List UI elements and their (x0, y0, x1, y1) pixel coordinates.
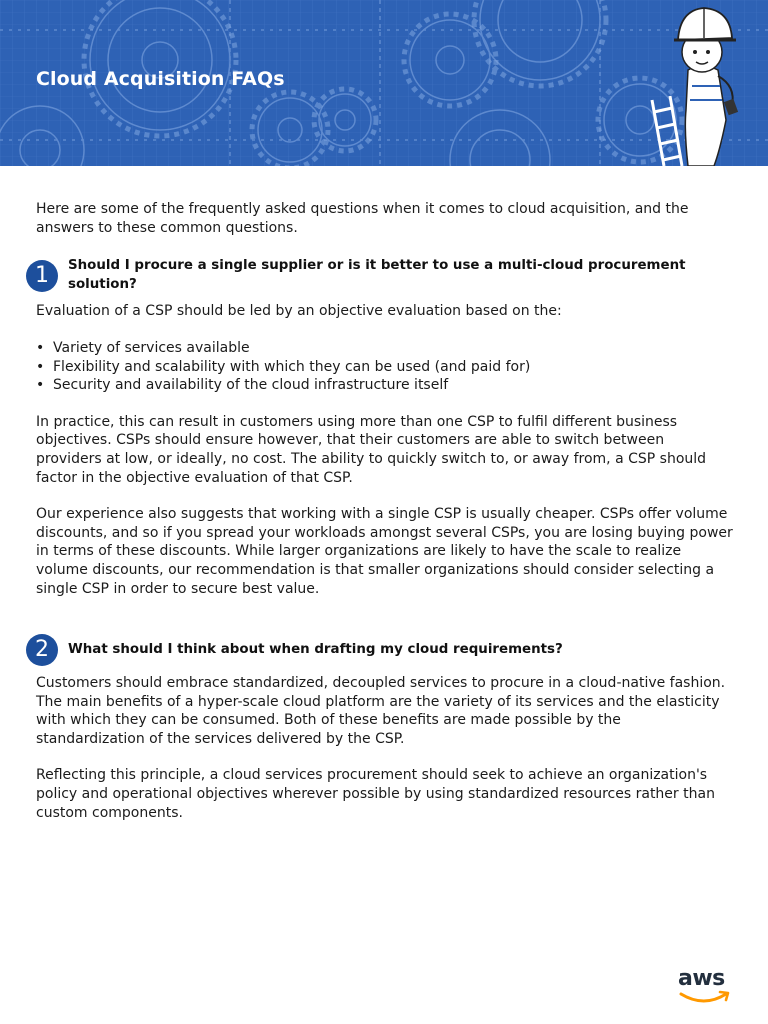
faq-question: Should I procure a single supplier or is it better to use a multi-cloud procurement solution? (68, 258, 686, 292)
faq-number-badge: 2 (26, 634, 58, 666)
aws-logo (678, 966, 732, 1006)
aws-smile-icon (678, 966, 732, 1006)
list-item: • Security and availability of the cloud infrastructure itself (36, 376, 734, 395)
criteria-list (36, 339, 734, 395)
aws-logo-text: aws (678, 966, 725, 991)
faq-2-heading (26, 634, 734, 666)
faq-2-paragraph: Customers should embrace standardized, decoupled services to procure in a cloud-native fashion. The main benefits of a hyper-scale cloud platform are the variety of its services and the elasticity with which they can be consumed. Both of these benefits are made possible by the standardization of the services delivered by the CSP. (36, 675, 726, 747)
faq-1-heading (26, 257, 734, 294)
faq-2-paragraph: Reflecting this principle, a cloud services procurement should seek to achieve an organization's policy and operational objectives wherever possible by using standardized resources rather than custom components. (36, 767, 715, 821)
page-title: Cloud Acquisition FAQs (36, 68, 285, 90)
intro-text: Here are some of the frequently asked questions when it comes to cloud acquisition, and the answers to these common questions. (36, 201, 689, 236)
faq-number-badge: 1 (26, 260, 58, 292)
worker-mascot-icon (640, 0, 768, 166)
faq-1-lead: Evaluation of a CSP should be led by an objective evaluation based on the: (36, 303, 562, 320)
faq-question: What should I think about when drafting my cloud requirements? (68, 641, 563, 657)
list-item: • Variety of services available (36, 339, 734, 358)
faq-content (36, 200, 734, 840)
faq-1-paragraph: Our experience also suggests that working with a single CSP is usually cheaper. CSPs offer volume discounts, and so if you spread your workloads amongst several CSPs, you are losing buying power in terms of these discounts. While larger organizations are likely to have the scale to realize volume discounts, our recommendation is that smaller organizations should consider selecting a single CSP in order to secure best value. (36, 506, 733, 597)
faq-1-paragraph: In practice, this can result in customers using more than one CSP to fulfil different business objectives. CSPs should ensure however, that their customers are able to switch between providers at low, or ideally, no cost. The ability to quickly switch to, or away from, a CSP should factor in the objective evaluation of that CSP. (36, 413, 707, 486)
header-banner (0, 0, 768, 166)
list-item: • Flexibility and scalability with which they can be used (and paid for) (36, 358, 734, 377)
